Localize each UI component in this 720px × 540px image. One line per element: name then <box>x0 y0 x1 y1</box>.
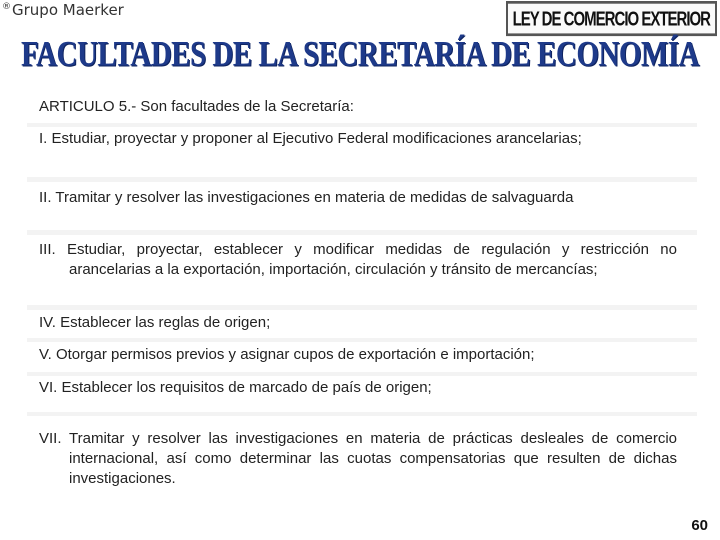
item-text: IV. Establecer las reglas de origen; <box>39 314 271 331</box>
list-item <box>27 235 697 305</box>
article-heading-row <box>27 90 697 123</box>
page-title: FACULTADES DE LA SECRETARÍA DE ECONOMÍA <box>21 34 699 74</box>
list-item <box>27 376 697 412</box>
article-heading: ARTICULO 5.- Son facultades de la Secretaría: <box>39 98 354 115</box>
page-number: 60 <box>691 517 708 534</box>
brand-logo <box>2 1 124 19</box>
item-text: III. Estudiar, proyectar, establecer y modificar medidas de regulación y restricción no arancelarias a la exportación, importación, circulación y tránsito de mercancías; <box>39 241 677 278</box>
registered-mark: ® <box>2 2 11 12</box>
list-item <box>27 182 697 230</box>
item-text: V. Otorgar permisos previos y asignar cupos de exportación e importación; <box>39 346 535 363</box>
item-text: VI. Establecer los requisitos de marcado de país de origen; <box>39 379 432 396</box>
article-panel <box>27 90 697 496</box>
item-text: I. Estudiar, proyectar y proponer al Ejecutivo Federal modificaciones arancelarias; <box>39 130 582 147</box>
list-item <box>27 127 697 177</box>
list-item <box>27 310 697 338</box>
list-item <box>27 416 697 496</box>
law-stamp: LEY DE COMERCIO EXTERIOR <box>506 1 717 36</box>
brand-name: Grupo Maerker <box>12 1 124 19</box>
item-text: VII. Tramitar y resolver las investigaciones en materia de prácticas desleales de comercio internacional, así como determinar las cuotas compensatorias que resulten de dichas investigaciones. <box>39 430 677 487</box>
list-item <box>27 342 697 372</box>
item-text: II. Tramitar y resolver las investigaciones en materia de medidas de salvaguarda <box>39 189 574 206</box>
